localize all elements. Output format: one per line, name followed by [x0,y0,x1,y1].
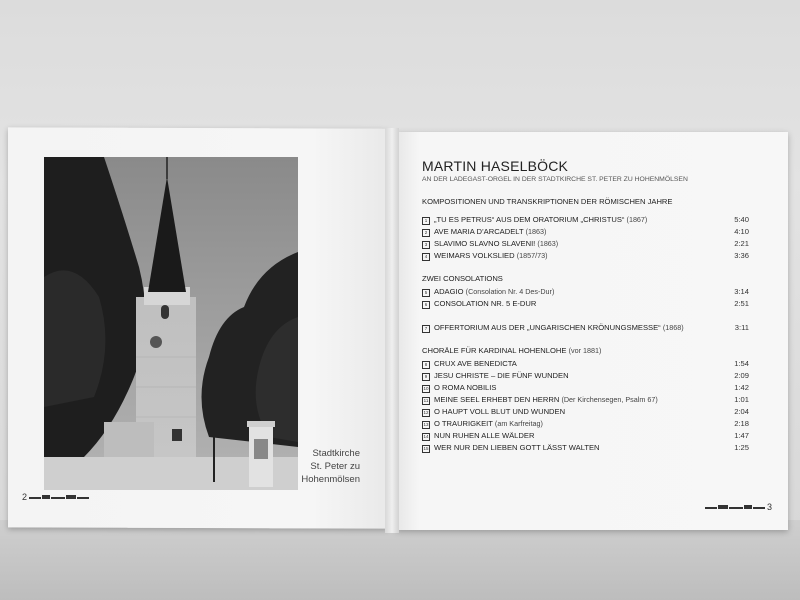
track-title: O ROMA NOBILIS [434,383,497,392]
recording-subtitle: AN DER LADEGAST-ORGEL IN DER STADTKIRCHE ST. PETER ZU HOHENMÖLSEN [422,176,688,183]
track-number: 4 [422,253,430,261]
page-number-ornament [29,495,89,499]
track-title: CRUX AVE BENEDICTA [434,359,517,368]
track-group-4 [422,358,767,454]
track-row [422,286,767,298]
table-surface [0,520,800,600]
track-number: 8 [422,361,430,369]
track-row [422,250,767,262]
track-title: JESU CHRISTE – DIE FÜNF WUNDEN [434,371,569,380]
section-heading: KOMPOSITIONEN UND TRANSKRIPTIONEN DER RÖMISCHEN JAHRE [422,197,673,206]
photo-caption [300,447,360,486]
page-number-right [705,502,772,512]
track-duration: 1:25 [734,443,749,452]
track-duration: 2:04 [734,407,749,416]
track-number: 15 [423,446,429,451]
track-duration: 1:47 [734,431,749,440]
track-duration: 3:36 [734,251,749,260]
track-note: (1863) [525,227,547,236]
track-row [422,370,767,382]
track-note: (1868) [662,323,684,332]
caption-line: Stadtkirche [312,448,360,459]
track-number: 13 [423,422,429,427]
track-duration: 2:18 [734,419,749,428]
track-title: WER NUR DEN LIEBEN GOTT LÄSST WALTEN [434,443,600,452]
track-row [422,226,767,238]
track-group-2 [422,286,767,310]
track-row [422,214,767,226]
track-title: O HAUPT VOLL BLUT UND WUNDEN [434,407,566,416]
track-title: AVE MARIA D’ARCADELT [434,227,524,236]
track-title: MEINE SEEL ERHEBT DEN HERRN [434,395,560,404]
track-number: 3 [422,241,430,249]
track-note: (1857/73) [516,251,548,260]
track-note: (1863) [537,239,559,248]
track-duration: 2:21 [734,239,749,248]
track-number: 2 [422,229,430,237]
track-duration: 4:10 [734,227,749,236]
track-title: NUN RUHEN ALLE WÄLDER [434,431,535,440]
track-number: 14 [423,434,429,439]
track-duration: 1:01 [734,395,749,404]
track-number: 5 [422,289,430,297]
page-number-text: 3 [767,502,773,512]
track-note: (Der Kirchensegen, Psalm 67) [561,395,658,404]
track-number: 7 [422,325,430,333]
track-group-1 [422,214,767,262]
track-duration: 2:09 [734,371,749,380]
track-number: 1 [422,217,430,225]
track-title: „TU ES PETRUS“ AUS DEM ORATORIUM „CHRISTUS“ [434,215,625,224]
track-row [422,406,767,418]
track-number: 6 [422,301,430,309]
track-number: 11 [423,398,429,403]
church-photograph [44,157,298,490]
track-duration: 1:42 [734,383,749,392]
track-duration: 3:11 [734,323,749,332]
track-row [422,430,767,442]
track-number: 12 [423,410,429,415]
page-number-left [22,492,89,502]
page-number-ornament [705,505,765,509]
track-duration: 2:51 [734,299,749,308]
track-number: 9 [422,373,430,381]
group-heading: ZWEI CONSOLATIONS [422,274,503,283]
caption-line: Hohenmölsen [301,474,360,485]
track-title: OFFERTORIUM AUS DER „UNGARISCHEN KRÖNUNGSMESSE“ [434,323,661,332]
group-heading-note: (vor 1881) [568,346,602,355]
track-row [422,238,767,250]
track-note: (am Karfreitag) [494,419,543,428]
track-row [422,394,767,406]
track-row [422,322,767,334]
track-group-3 [422,322,767,334]
track-title: CONSOLATION NR. 5 E-DUR [434,299,537,308]
track-row [422,418,767,430]
tracklist-page [422,158,767,454]
track-duration: 1:54 [734,359,749,368]
page-number-text: 2 [22,492,28,502]
track-duration: 5:40 [734,215,749,224]
track-title: ADAGIO [434,287,464,296]
artist-title: MARTIN HASELBÖCK [422,158,569,174]
track-number: 10 [423,386,429,391]
track-title: WEIMARS VOLKSLIED [434,251,515,260]
group-heading-text: CHORÄLE FÜR KARDINAL HOHENLOHE [422,346,567,355]
track-row [422,358,767,370]
track-note: (Consolation Nr. 4 Des-Dur) [465,287,555,296]
group-heading [422,346,767,355]
booklet-spine [385,128,399,533]
track-row [422,298,767,310]
track-row [422,442,767,454]
caption-line: St. Peter zu [310,461,360,472]
track-row [422,382,767,394]
track-note: (1867) [626,215,648,224]
track-title: O TRAURIGKEIT [434,419,493,428]
track-title: SLAVIMO SLAVNO SLAVENI! [434,239,536,248]
track-duration: 3:14 [734,287,749,296]
